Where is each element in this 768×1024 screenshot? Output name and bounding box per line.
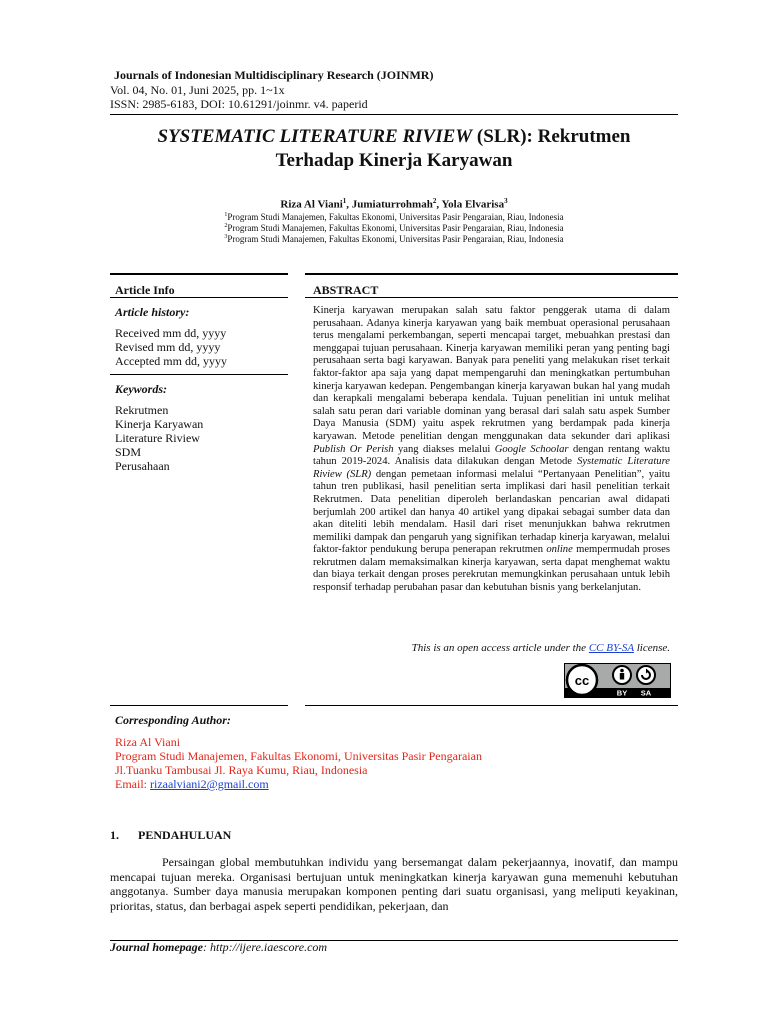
abstract-text: yang diakses melalui	[393, 443, 495, 455]
paper-title	[110, 125, 678, 173]
abstract-text: dengan rentang waktu tahun 2019-2024. Analisis data dilakukan dengan Metode	[313, 443, 670, 468]
license-text: This is an open access article under the	[411, 642, 589, 654]
volume-info: Vol. 04, No. 01, Juni 2025, pp. 1~1x	[110, 83, 285, 97]
received-date: Received mm dd, yyyy	[115, 326, 227, 340]
author-name: Jumiaturrohmah	[351, 198, 433, 211]
abstract-italic: Publish Or Perish	[313, 443, 394, 455]
corr-dept: Program Studi Manajemen, Fakultas Ekonomi, Universitas Pasir Pengaraian	[115, 749, 482, 763]
title-italic: SYSTEMATIC LITERATURE RIVIEW	[157, 126, 473, 147]
author-sep: ,	[346, 198, 352, 211]
author-name: Yola Elvarisa	[441, 198, 505, 211]
keyword-item: Perusahaan	[115, 459, 170, 473]
info-bottom-rule	[110, 705, 288, 706]
doi-text: , DOI: 10.61291/joinmr. v4. paperid	[194, 97, 368, 111]
author-sup: 3	[504, 197, 508, 205]
author-list	[110, 197, 678, 211]
affiliation-sup: 2	[224, 223, 228, 229]
badge-sa-label: SA	[640, 688, 652, 697]
cc-by-sa-badge[interactable]	[564, 663, 671, 698]
issn-link[interactable]: 2985-6183	[142, 97, 195, 111]
section-number: 1.	[110, 828, 119, 842]
header-rule	[110, 114, 678, 115]
article-info-heading: Article Info	[115, 283, 175, 297]
license-line	[313, 642, 670, 654]
section-title: PENDAHULUAN	[138, 828, 232, 842]
abstract-heading: ABSTRACT	[313, 283, 379, 297]
keyword-item: Kinerja Karyawan	[115, 417, 204, 431]
article-history-heading: Article history:	[115, 305, 190, 319]
abstract-top-rule	[305, 273, 678, 275]
history-rule	[110, 374, 288, 375]
affiliation	[110, 223, 678, 233]
keyword-item: SDM	[115, 445, 142, 459]
svg-text:cc: cc	[574, 673, 590, 688]
journal-homepage-link[interactable]: http://ijere.iaescore.com	[210, 940, 328, 954]
email-label: Email:	[115, 777, 150, 791]
footer-sep: :	[203, 940, 211, 954]
author-sup: 1	[342, 197, 347, 205]
corr-email-line	[115, 777, 269, 792]
author-sup: 2	[432, 197, 437, 205]
corresponding-heading: Corresponding Author:	[115, 713, 231, 727]
footer-label: Journal homepage	[110, 940, 204, 954]
affiliation-text: Program Studi Manajemen, Fakultas Ekonomi, Universitas Pasir Pengaraian, Riau, Indonesia	[227, 234, 564, 244]
abstract-italic: online	[546, 544, 573, 556]
keyword-item: Rekrutmen	[115, 403, 169, 417]
abstract-italic: Google Schoolar	[494, 443, 569, 455]
corr-address: Jl.Tuanku Tambusai Jl. Raya Kumu, Riau, Indonesia	[115, 763, 368, 777]
badge-by-label: BY	[616, 688, 628, 697]
affiliation-sup: 1	[224, 212, 228, 218]
affiliation-sup: 3	[224, 234, 228, 240]
affiliation-text: Program Studi Manajemen, Fakultas Ekonomi, Universitas Pasir Pengaraian, Riau, Indonesia	[227, 212, 564, 222]
revised-date: Revised mm dd, yyyy	[115, 340, 221, 354]
abstract-text: dengan pemetaan informasi melalui “Pertanyaan Penelitian”, yaitu tahun tren publikasi, hasil penelitian serta implikasi dari hasil penelitian terkait Rekrutmen. Data penelitian diperoleh berlandaskan pencarian awal didapati berjumlah 200 artikel dan hanya 40 artikel yang dipakai sebagai sumber data dan akan diteliti lebih mendalam. Hasil dari riset menunjukkan bahwa rekrutmen memiliki dampak dan pengaruh yang signifikan terhadap kinerja karyawan, melalui faktor-faktor pendukung berupa penerapan rekrutmen	[313, 468, 670, 556]
author-sep: ,	[436, 198, 442, 211]
abstract-italic: Systematic Literature Riview (SLR)	[313, 456, 671, 480]
abstract-text: Kinerja karyawan merupakan salah satu faktor penggerak utama di dalam perusahaan. Adanya kinerja karyawan yang baik membuat operasional perusahaan terus mengalami perkembangan, seperti mencapai target, mebuahkan prestasi dan menggapai tujuan perusahaan. Kinerja karyawan memiliki peran yang penting bagi perusahaan serta bagi karyawan. Banyak para peneliti yang melakukan riset terkait faktor-faktor apa saja yang dapat mempengaruhi dan meningkatkan pertumbuhan kinerja karyawan kedepan. Pengembangan kinerja karyawan bukan hal yang mudah dan kerapkali mengalami beberapa kendala. Tujuan penelitian ini untuk melihat salah satu peran dari variable dominan yang berasal dari salah satu aspek Sumber Daya Manusia (SDM) yaitu aspek rekrutmen yang berdampak pada kinerja karyawan. Metode penelitian dengan menggunakan data sekunder dari aplikasi	[313, 305, 670, 442]
license-text: license.	[633, 642, 670, 654]
email-link[interactable]: rizaalviani2@gmail.com	[150, 777, 269, 791]
affiliation-text: Program Studi Manajemen, Fakultas Ekonomi, Universitas Pasir Pengaraian, Riau, Indonesia	[227, 223, 564, 233]
journal-name: Journals of Indonesian Multidisciplinary Research (JOINMR)	[114, 68, 434, 82]
affiliation	[110, 212, 678, 222]
cc-by-sa-link[interactable]: CC BY-SA	[588, 642, 634, 654]
footer-line	[110, 940, 327, 955]
abstract-bottom-rule	[305, 705, 678, 706]
abstract-text: mempermudah proses rekrutmen dalam memaksimalkan kinerja karyawan, serta dapat menghemat waktu dan biaya terkait dengan proses perekrutan memungkinkan perusahaan untuk lebih responsif terhadap perubahan pasar dan kebutuhan bisnis yang berkelanjutan.	[313, 544, 670, 594]
abstract-body	[313, 305, 670, 595]
issn-doi-line	[110, 97, 368, 112]
author-name: Riza Al Viani	[280, 198, 343, 211]
keywords-heading: Keywords:	[115, 382, 167, 396]
issn-label: ISSN:	[110, 97, 143, 111]
info-top-rule	[110, 273, 288, 275]
section-body	[110, 855, 678, 913]
title-line1: (SLR): Rekrutmen	[472, 126, 631, 147]
body-paragraph: Persaingan global membutuhkan individu yang bersemangat dalam pekerjaannya, inovatif, dan mampu mencapai tujuan mereka. Organisasi bertujuan untuk meningkatkan kinerja karyawan guna memenuhi kebutuhan anggotanya. Sumber daya manusia merupakan komponen penting dari suatu organisasi, yang meliputi keyakinan, prioritas, status, dan berbagai aspek seperti pendidikan, pekerjaan, dan	[110, 855, 678, 913]
corr-name: Riza Al Viani	[115, 735, 181, 749]
affiliation	[110, 234, 678, 244]
cc-badge-graphic	[565, 664, 670, 697]
section-heading	[110, 828, 231, 843]
keyword-item: Literature Riview	[115, 431, 200, 445]
accepted-date: Accepted mm dd, yyyy	[115, 354, 227, 368]
abstract-paragraph	[313, 305, 670, 595]
title-line2: Terhadap Kinerja Karyawan	[275, 150, 513, 171]
